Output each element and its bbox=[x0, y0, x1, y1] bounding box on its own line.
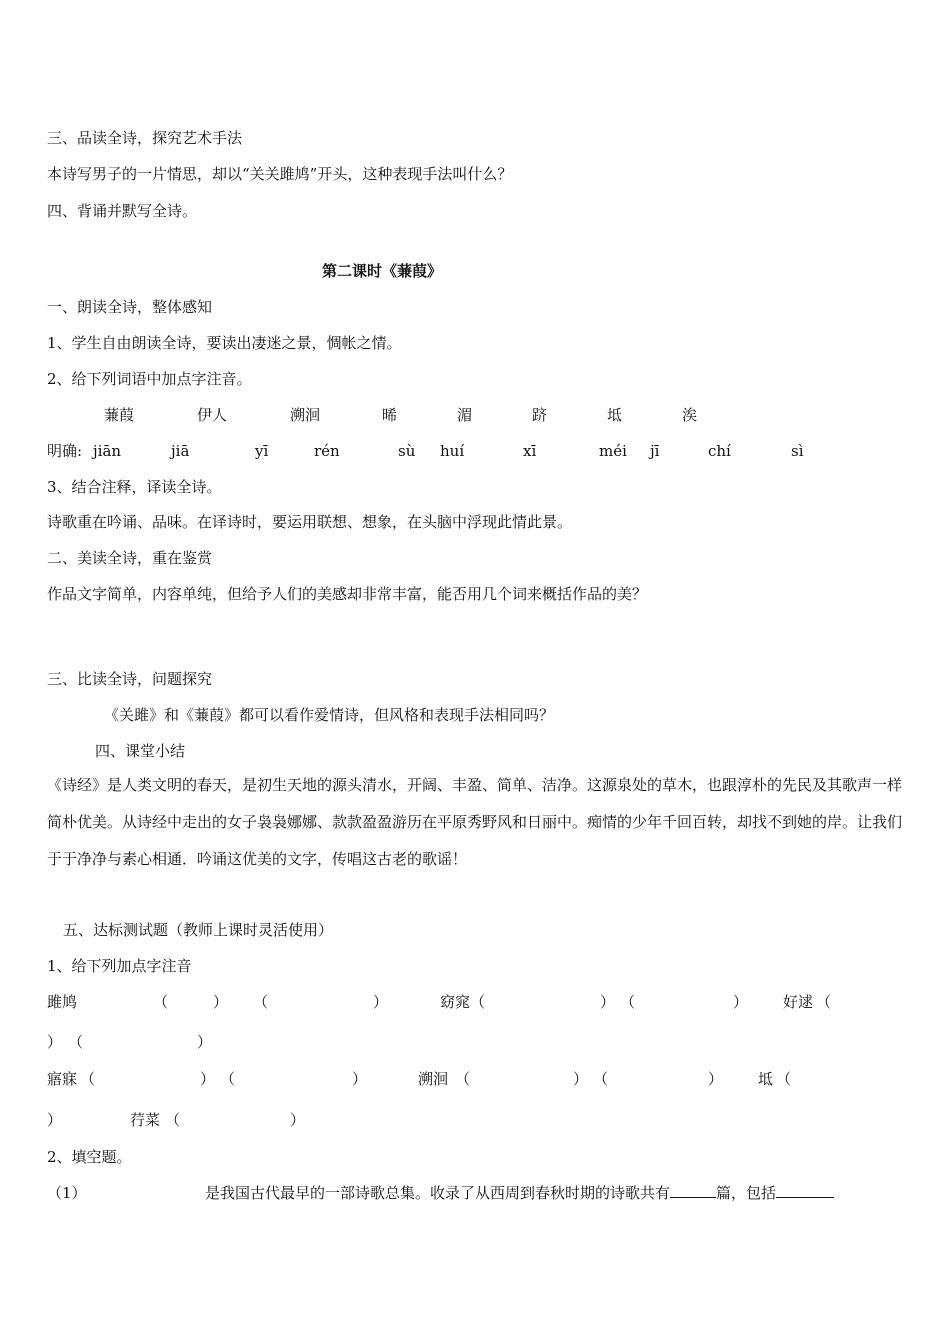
section-heading: 四、背诵并默写全诗。 bbox=[47, 202, 198, 220]
vocab-word: 溯洄 bbox=[290, 406, 321, 424]
list-item: 2、给下列词语中加点字注音。 bbox=[47, 370, 252, 388]
paren-open: （ bbox=[816, 993, 832, 1011]
vocab-word: 蒹葭 bbox=[104, 406, 135, 424]
test-word: 寤寐 bbox=[47, 1070, 78, 1088]
vocab-word: 涘 bbox=[682, 406, 698, 424]
vocab-word: 湄 bbox=[457, 406, 473, 424]
paren-open: （ bbox=[80, 1070, 96, 1088]
pinyin: méi bbox=[599, 442, 627, 460]
pinyin: chí bbox=[708, 442, 731, 460]
pinyin: yī bbox=[255, 442, 269, 460]
paren-close: ） bbox=[573, 1070, 589, 1088]
paren-open: （ bbox=[455, 1070, 471, 1088]
paren-close: ） bbox=[47, 1111, 63, 1129]
paren-close: ） bbox=[352, 1070, 368, 1088]
test-word: 好逑 bbox=[783, 993, 814, 1011]
fill-text-part: 篇，包括 bbox=[716, 1184, 777, 1202]
paren-open: （ bbox=[165, 1111, 181, 1129]
fill-number: （1） bbox=[47, 1184, 87, 1202]
section-heading: 三、品读全诗，探究艺术手法 bbox=[47, 129, 243, 147]
test-word: 坻 bbox=[758, 1070, 774, 1088]
summary-paragraph: 《诗经》是人类文明的春天，是初生天地的源头清水，开阔、丰盈、简单、洁净。这源泉处的草木，也跟淳朴的先民及其歌声一样简朴优美。从诗经中走出的女子袅袅娜娜、款款盈盈游历在平原秀野风和日丽中。痴情的少年千回百转，却找不到她的岸。让我们于于净净与素心相通．吟诵这优美的文字，传唱这古老的歌谣！ bbox=[47, 776, 903, 868]
section-heading: 五、达标测试题（教师上课时灵活使用） bbox=[63, 921, 334, 939]
fill-text bbox=[205, 1183, 834, 1203]
paren-open: （ bbox=[620, 993, 636, 1011]
paren-open: （ bbox=[253, 993, 269, 1011]
paren-open: （ bbox=[220, 1070, 236, 1088]
test-word: 雎鸠 bbox=[47, 993, 78, 1011]
pinyin: rén bbox=[314, 442, 340, 460]
test-word: 荇菜 bbox=[130, 1111, 161, 1129]
paren-open: （ bbox=[470, 993, 486, 1011]
pinyin: sì bbox=[791, 442, 804, 460]
answer-blank[interactable] bbox=[776, 1183, 834, 1198]
answer-blank[interactable] bbox=[670, 1183, 716, 1198]
paren-open: （ bbox=[68, 1033, 84, 1051]
pinyin: jiā bbox=[171, 442, 190, 460]
paren-close: ） bbox=[290, 1111, 306, 1129]
paren-close: ） bbox=[373, 993, 389, 1011]
paren-close: ） bbox=[200, 1070, 216, 1088]
question-text: 本诗写男子的一片情思，却以“关关雎鸠”开头，这种表现手法叫什么？ bbox=[47, 165, 513, 183]
section-heading: 一、朗读全诗，整体感知 bbox=[47, 298, 213, 316]
paren-open: （ bbox=[593, 1070, 609, 1088]
section-heading: 二、美读全诗，重在鉴赏 bbox=[47, 549, 213, 567]
pinyin: sù bbox=[398, 442, 416, 460]
paren-close: ） bbox=[213, 993, 229, 1011]
vocab-word: 伊人 bbox=[197, 406, 228, 424]
paren-close: ） bbox=[733, 993, 749, 1011]
vocab-word: 跻 bbox=[532, 406, 548, 424]
list-item: 3、结合注释，译读全诗。 bbox=[47, 478, 222, 496]
test-word: 溯洄 bbox=[418, 1070, 449, 1088]
paren-open: （ bbox=[776, 1070, 792, 1088]
question-text: 作品文字简单，内容单纯，但给予人们的美感却非常丰富，能否用几个词来概括作品的美？ bbox=[47, 585, 648, 603]
list-item: 2、填空题。 bbox=[47, 1148, 132, 1166]
vocab-word: 坻 bbox=[607, 406, 623, 424]
question-text: 《关雎》和《蒹葭》都可以看作爱情诗，但风格和表现手法相同吗？ bbox=[104, 706, 555, 724]
section-heading: 三、比读全诗，问题探究 bbox=[47, 670, 213, 688]
pinyin: jī bbox=[650, 442, 660, 460]
pinyin: xī bbox=[523, 442, 537, 460]
list-item: 1、给下列加点字注音 bbox=[47, 957, 192, 975]
pinyin: huí bbox=[440, 442, 465, 460]
test-word: 窈窕 bbox=[440, 993, 471, 1011]
fill-text-part: 是我国古代最早的一部诗歌总集。收录了从西周到春秋时期的诗歌共有 bbox=[205, 1184, 671, 1202]
vocab-word: 晞 bbox=[382, 406, 398, 424]
paren-open: （ bbox=[153, 993, 169, 1011]
paren-close: ） bbox=[708, 1070, 724, 1088]
list-item: 1、学生自由朗读全诗，要读出凄迷之景，惆帐之情。 bbox=[47, 334, 402, 352]
lesson-title: 第二课时《蒹葭》 bbox=[322, 262, 443, 280]
paren-close: ） bbox=[197, 1033, 213, 1051]
paren-close: ） bbox=[47, 1033, 63, 1051]
paragraph: 诗歌重在吟诵、品味。在译诗时，要运用联想、想象，在头脑中浮现此情此景。 bbox=[47, 513, 573, 531]
paren-close: ） bbox=[600, 993, 616, 1011]
answer-label: 明确: bbox=[47, 442, 83, 460]
pinyin: jiān bbox=[93, 442, 122, 460]
section-heading: 四、课堂小结 bbox=[95, 742, 186, 760]
